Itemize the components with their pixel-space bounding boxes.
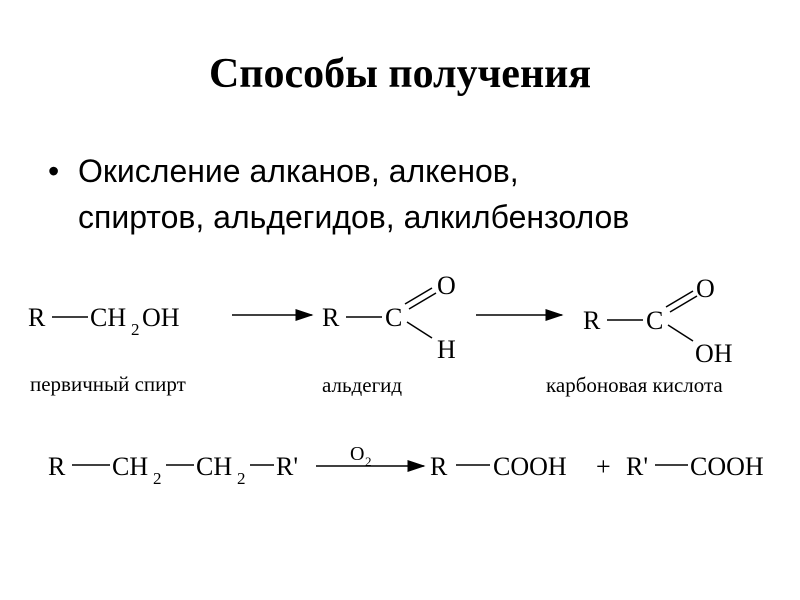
reaction-schemes bbox=[0, 260, 800, 500]
label-carboxylic-acid: карбоновая кислота bbox=[546, 373, 723, 397]
aldehyde-structure bbox=[322, 271, 456, 364]
reagent-o: O bbox=[350, 443, 365, 465]
aldehyde-r: R bbox=[322, 303, 340, 332]
alkane-r: R bbox=[48, 452, 66, 481]
carboxylic-acid-structure bbox=[583, 274, 733, 368]
alkane-r-prime: R' bbox=[276, 452, 299, 481]
alkane-ch-a-subscript: 2 bbox=[153, 469, 162, 488]
acid-o: O bbox=[696, 274, 715, 303]
double-bond-line-a bbox=[405, 288, 432, 304]
alkane-structure bbox=[48, 452, 298, 488]
double-bond-line-a bbox=[666, 291, 693, 307]
alcohol-ch-subscript: 2 bbox=[131, 320, 140, 339]
bullet-line-1: Окисление алканов, алкенов, bbox=[78, 153, 519, 189]
double-bond-line-b bbox=[670, 296, 697, 312]
plus-sign: + bbox=[596, 452, 611, 481]
alkane-ch-b: CH bbox=[196, 452, 233, 481]
product1-r: R bbox=[430, 452, 448, 481]
bullet-item bbox=[48, 148, 629, 240]
label-primary-alcohol: первичный спирт bbox=[30, 372, 186, 396]
aldehyde-o: O bbox=[437, 271, 456, 300]
product2-cooh: COOH bbox=[690, 452, 764, 481]
double-bond-line-b bbox=[409, 293, 436, 309]
alcohol-ch: CH bbox=[90, 303, 127, 332]
slide-title: Способы получения bbox=[208, 51, 592, 97]
alkane-ch-b-subscript: 2 bbox=[237, 469, 246, 488]
aldehyde-c: C bbox=[385, 303, 403, 332]
primary-alcohol-structure bbox=[28, 303, 180, 339]
label-aldehyde: альдегид bbox=[322, 373, 403, 397]
aldehyde-h: H bbox=[437, 335, 456, 364]
product2-r: R' bbox=[626, 452, 649, 481]
products bbox=[430, 452, 764, 481]
alcohol-r: R bbox=[28, 303, 46, 332]
acid-oh: OH bbox=[695, 339, 733, 368]
bond-line bbox=[668, 325, 693, 341]
alcohol-oh: OH bbox=[142, 303, 180, 332]
bullet-list bbox=[48, 148, 629, 240]
reagent-o-subscript: 2 bbox=[365, 454, 372, 469]
acid-c: C bbox=[646, 306, 664, 335]
bond-line bbox=[407, 322, 432, 338]
product1-cooh: COOH bbox=[493, 452, 567, 481]
bullet-dot-icon: • bbox=[48, 153, 60, 189]
acid-r: R bbox=[583, 306, 601, 335]
bullet-line-2: спиртов, альдегидов, алкилбензолов bbox=[78, 199, 630, 235]
alkane-ch-a: CH bbox=[112, 452, 149, 481]
